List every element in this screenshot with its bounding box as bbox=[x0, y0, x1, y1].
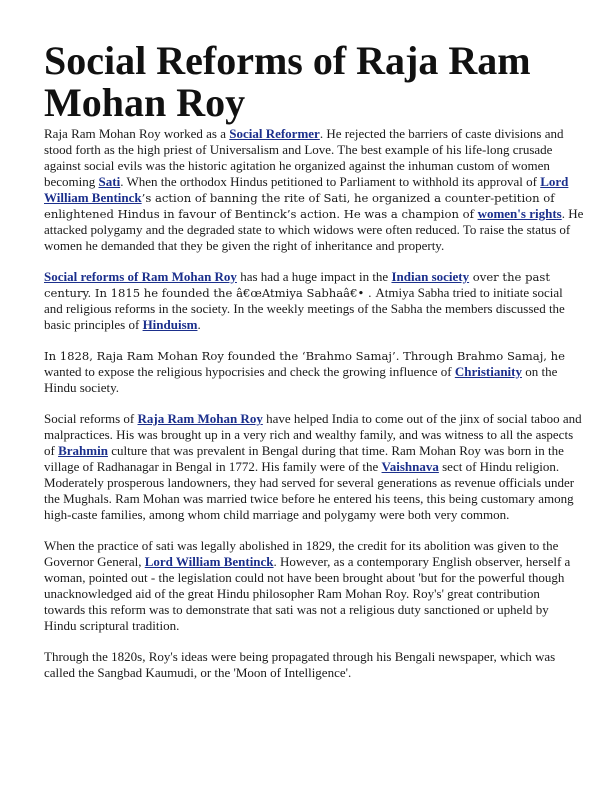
inline-link[interactable]: Sati bbox=[98, 174, 121, 189]
inline-link[interactable]: Vaishnava bbox=[381, 459, 439, 474]
inline-link[interactable]: Christianity bbox=[454, 364, 522, 379]
inline-link[interactable]: Lord William Bentinck bbox=[44, 174, 569, 205]
inline-link[interactable]: women's rights bbox=[477, 206, 562, 221]
paragraph-text: on the Hindu society. bbox=[44, 364, 558, 395]
paragraph-text: has had a huge impact in the bbox=[236, 269, 392, 284]
paragraph bbox=[44, 649, 584, 681]
paragraph-text: . He rejected the barriers of caste divisions and stood forth as the high priest of Universalism and Love. The best example of his life-long crusade against social evils was the historic agitation he organized against the inhuman custom of women becoming bbox=[44, 126, 564, 189]
paragraph bbox=[44, 348, 584, 396]
inline-link[interactable]: Indian society bbox=[391, 269, 470, 284]
paragraph-text: Social reforms of bbox=[44, 411, 138, 426]
inline-link[interactable]: Brahmin bbox=[58, 443, 108, 458]
inline-link[interactable]: Lord William Bentinck bbox=[144, 554, 274, 569]
paragraph-text: Raja Ram Mohan Roy worked as a bbox=[44, 126, 230, 141]
paragraph-text: . He attacked polygamy and the degraded state to which widows were often reduced. To raise the status of women he demanded that they be given the right of inheritance and property. bbox=[44, 206, 584, 253]
paragraph-text: over the past century. In 1815 he founded the â€œAtmiya Sabhaâ€• . bbox=[44, 270, 551, 300]
document-page bbox=[44, 40, 584, 681]
inline-link[interactable]: Social Reformer bbox=[229, 126, 320, 141]
paragraph-text: have helped India to come out of the jinx of social taboo and malpractices. His was brought up in a very rich and wealthy family, and was witness to all the aspects of bbox=[44, 411, 582, 458]
paragraph-text: . bbox=[197, 317, 201, 332]
paragraph-text: Atmiya Sabha tried to initiate social and religious reforms in the society. In the weekly meetings of the Sabha the members discussed the basic principles of bbox=[44, 285, 565, 332]
paragraph-text: sect of Hindu religion. Moderately prosperous landowners, they had served for several generations as revenue officials under the Mughals. Ram Mohan was married twice before he entered his teens, this being customary among high-caste families, among whom child marriage and polygamy were both very common. bbox=[44, 459, 575, 522]
paragraph-text: . However, as a contemporary English observer, herself a woman, pointed out - the legislation could not have been brought about 'but for the powerful though unacknowledged aid of the great Hindu philosopher Ram Mohan Roy. Roy's' great contribution towards this reform was to demonstrate that sati was not a religious duty sanctioned or upheld by Hindu scriptural tradition. bbox=[44, 554, 571, 633]
paragraph-text: When the practice of sati was legally abolished in 1829, the credit for its abolition was given to the Governor General, bbox=[44, 538, 559, 569]
paragraph-text: wanted to expose the religious hypocrisies and check the growing influence of bbox=[44, 364, 455, 379]
paragraph bbox=[44, 269, 584, 333]
inline-link[interactable]: Social reforms of Ram Mohan Roy bbox=[44, 269, 237, 284]
inline-link[interactable]: Hinduism bbox=[142, 317, 198, 332]
inline-link[interactable]: Raja Ram Mohan Roy bbox=[137, 411, 263, 426]
paragraph bbox=[44, 411, 584, 523]
paragraph-text: ’s action of banning the rite of Sati, he organized a counter-petition of enlightened Hindus in favour of Bentinck’s action. He was a champion of bbox=[44, 191, 555, 221]
article-body bbox=[44, 126, 584, 681]
paragraph-text: Through the 1820s, Roy's ideas were being propagated through his Bengali newspaper, which was called the Sangbad Kaumudi, or the 'Moon of Intelligence'. bbox=[44, 649, 556, 680]
paragraph-text: culture that was prevalent in Bengal during that time. Ram Mohan Roy was born in the village of Radhanagar in Bengal in 1772. His family were of the bbox=[44, 443, 564, 474]
paragraph-text: . When the orthodox Hindus petitioned to Parliament to withhold its approval of bbox=[120, 174, 541, 189]
paragraph bbox=[44, 538, 584, 634]
paragraph bbox=[44, 126, 584, 254]
page-title: Social Reforms of Raja Ram Mohan Roy bbox=[44, 38, 531, 125]
paragraph-text: In 1828, Raja Ram Mohan Roy founded the ‘Brahmo Samaj’. Through Brahmo Samaj, he bbox=[44, 349, 566, 363]
